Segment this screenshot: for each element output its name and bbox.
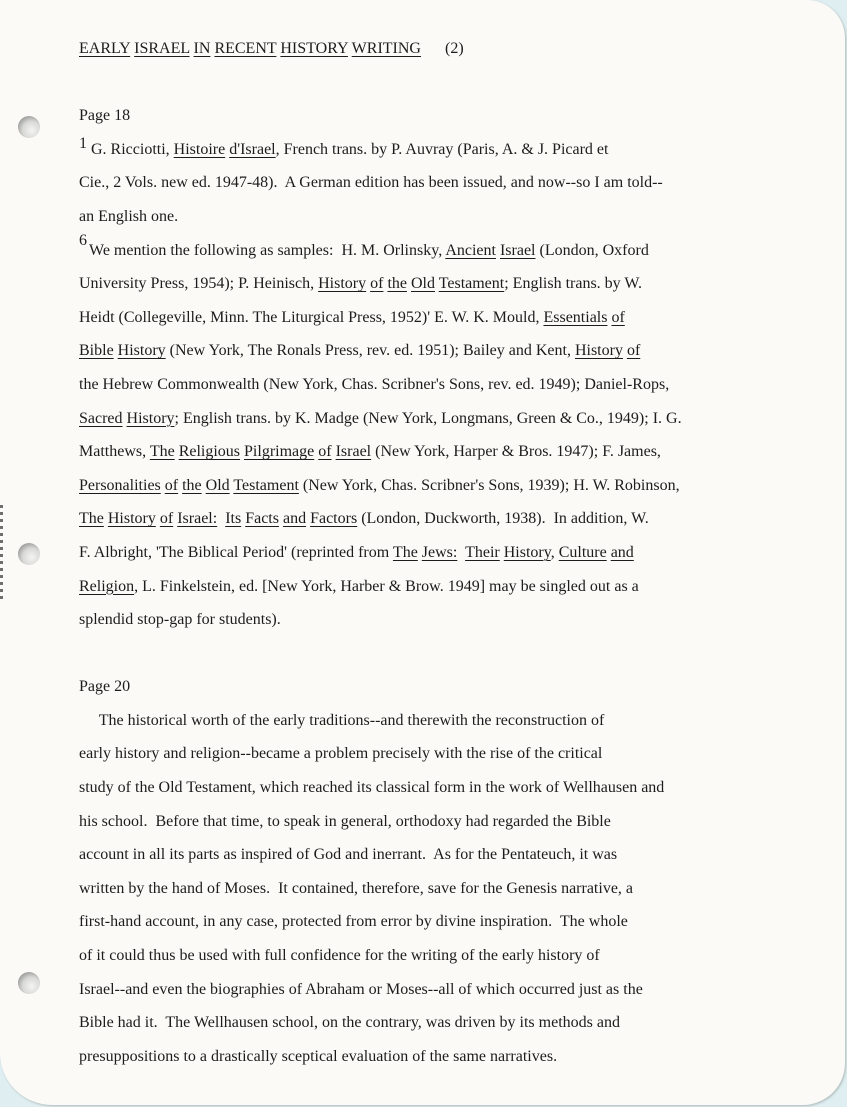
paragraph-line: study of the Old Testament, which reached its classical form in the work of Wellhausen and	[79, 779, 665, 797]
text-run: F. Albright, 'The Biblical Period' (reprinted from	[79, 543, 393, 561]
document-body	[79, 32, 841, 1073]
underlined-title-word: Israel	[499, 241, 536, 259]
underlined-title-word: of	[159, 510, 174, 528]
underlined-title-word: Jews:	[421, 543, 458, 561]
spacer	[79, 66, 841, 100]
page-20-paragraph	[79, 704, 841, 1074]
footnote-number: 6	[79, 231, 87, 249]
underlined-title-word: Religion	[79, 577, 135, 595]
footnote-line	[79, 267, 841, 301]
footnote-line	[79, 603, 841, 637]
binder-hole-bottom	[18, 972, 40, 994]
paragraph-line: account in all its parts as inspired of God and inerrant. As for the Pentateuch, it was	[79, 846, 618, 864]
underlined-title-word: and	[282, 510, 307, 528]
paragraph-line: first-hand account, in any case, protected from error by divine inspiration. The whole	[79, 913, 628, 931]
footnote-line	[79, 435, 841, 469]
footnote-line	[79, 200, 841, 234]
underlined-title-word: Its	[225, 510, 242, 528]
text-run: Cie., 2 Vols. new ed. 1947-48). A German edition has been issued, and now--so I am told--	[79, 174, 663, 192]
paragraph-line: his school. Before that time, to speak in general, orthodoxy had regarded the Bible	[79, 812, 611, 830]
underlined-title-word: Religious	[178, 443, 241, 461]
footnote-1	[79, 133, 841, 234]
footnote-line	[79, 570, 841, 604]
footnote-line	[79, 133, 841, 167]
underlined-title-word: of	[611, 308, 625, 326]
underlined-title-word: History	[117, 342, 166, 360]
footnote-line	[79, 536, 841, 570]
text-run: (New York, Chas. Scribner's Sons, 1939); H. W. Robinson,	[298, 476, 680, 494]
footnote-6	[79, 231, 841, 637]
text-run: ,	[550, 543, 559, 561]
binder-hole-top	[18, 116, 40, 138]
header-word: EARLY	[79, 40, 131, 57]
underlined-title-word: Culture	[558, 543, 607, 561]
paragraph-line: Bible had it. The Wellhausen school, on the contrary, was driven by its methods and	[79, 1014, 620, 1032]
footnote-line	[79, 402, 841, 436]
text-run: (New York, Harper & Bros. 1947); F. James,	[371, 443, 661, 461]
footnote-line	[79, 301, 841, 335]
header-word: RECENT	[214, 40, 277, 57]
text-run: ; English trans. by K. Madge (New York, Longmans, Green & Co., 1949); I. G.	[174, 409, 682, 427]
underlined-title-word: Essentials	[543, 308, 608, 326]
paragraph-line: early history and religion--became a problem precisely with the rise of the critical	[79, 745, 603, 763]
text-run: University Press, 1954); P. Heinisch,	[79, 275, 319, 293]
underlined-title-word: History	[503, 543, 551, 561]
underlined-title-word: and	[610, 543, 634, 561]
paragraph-line: written by the hand of Moses. It contained, therefore, save for the Genesis narrative, a	[79, 879, 634, 897]
underlined-title-word: Testament	[438, 275, 505, 293]
text-run: G. Ricciotti,	[91, 140, 174, 158]
header-word: IN	[193, 40, 211, 57]
page-label-18: Page 18	[79, 107, 131, 125]
text-run: Matthews,	[79, 443, 150, 461]
text-run: an English one.	[79, 207, 179, 225]
page-label-20: Page 20	[79, 678, 131, 696]
text-run: the Hebrew Commonwealth (New York, Chas. Scribner's Sons, rev. ed. 1949); Daniel-Rops,	[79, 375, 670, 393]
text-run: , L. Finkelstein, ed. [New York, Harber & Brow. 1949] may be singled out as a	[134, 577, 639, 595]
underlined-title-word: The	[79, 510, 104, 528]
footnote-line	[79, 368, 841, 402]
paragraph-line: presuppositions to a drastically sceptical evaluation of the same narratives.	[79, 1047, 558, 1065]
footnote-line	[79, 469, 841, 503]
underlined-title-word: Ancient	[445, 241, 496, 259]
underlined-title-word: d'Israel	[229, 140, 276, 158]
text-run: Heidt (Collegeville, Minn. The Liturgical Press, 1952)' E. W. K. Mould,	[79, 308, 544, 326]
footnote-line	[79, 166, 841, 200]
underlined-title-word: History	[126, 409, 175, 427]
header-word: WRITING	[351, 40, 421, 57]
underlined-title-word: the	[182, 476, 202, 494]
spacer	[79, 637, 841, 671]
paragraph-line: The historical worth of the early traditions--and therewith the reconstruction of	[79, 711, 605, 729]
document-header	[79, 32, 841, 66]
underlined-title-word: Testament	[233, 476, 299, 494]
underlined-title-word: the	[387, 275, 407, 293]
paragraph-line: of it could thus be used with full confidence for the writing of the early history of	[79, 947, 600, 965]
text-run: splendid stop-gap for students).	[79, 611, 281, 629]
paragraph-line: Israel--and even the biographies of Abraham or Moses--all of which occurred just as the	[79, 980, 643, 998]
text-run: (London, Duckworth, 1938). In addition, W.	[357, 510, 649, 528]
underlined-title-word: Personalities	[79, 476, 161, 494]
underlined-title-word: of	[318, 443, 332, 461]
underlined-title-word: The	[149, 443, 175, 461]
underlined-title-word: Bible	[79, 342, 114, 360]
underlined-title-word: Old	[410, 275, 435, 293]
underlined-title-word: History	[107, 510, 156, 528]
binder-hole-middle	[18, 543, 40, 565]
header-part-number: (2)	[444, 40, 464, 57]
underlined-title-word: Israel:	[177, 510, 218, 528]
binding-edge-mark	[0, 505, 3, 600]
underlined-title-word: Israel	[335, 443, 372, 461]
underlined-title-word: The	[392, 543, 418, 561]
text-run	[457, 544, 465, 561]
underlined-title-word: Facts	[245, 510, 279, 528]
underlined-title-word: History	[574, 342, 623, 360]
text-run: ; English trans. by W.	[504, 275, 643, 293]
underlined-title-word: Histoire	[173, 140, 226, 158]
underlined-title-word: of	[370, 275, 384, 293]
text-run: We mention the following as samples: H. M. Orlinsky,	[89, 241, 446, 259]
underlined-title-word: Pilgrimage	[244, 443, 315, 461]
underlined-title-word: Sacred	[79, 409, 123, 427]
text-run: (London, Oxford	[535, 241, 649, 259]
underlined-title-word: of	[164, 476, 179, 494]
underlined-title-word: Their	[465, 543, 500, 561]
footnote-number: 1	[79, 134, 87, 152]
footnote-line	[79, 231, 841, 268]
header-word: HISTORY	[280, 40, 348, 57]
underlined-title-word: Factors	[310, 510, 358, 528]
text-run: , French trans. by P. Auvray (Paris, A. & J. Picard et	[275, 140, 609, 158]
underlined-title-word: Old	[205, 476, 230, 494]
header-word: ISRAEL	[134, 40, 190, 57]
underlined-title-word: History	[318, 275, 367, 293]
text-run: (New York, The Ronals Press, rev. ed. 1951); Bailey and Kent,	[165, 342, 575, 360]
footnote-line	[79, 334, 841, 368]
footnote-line	[79, 502, 841, 536]
underlined-title-word: of	[626, 342, 641, 360]
text-run	[217, 510, 225, 527]
